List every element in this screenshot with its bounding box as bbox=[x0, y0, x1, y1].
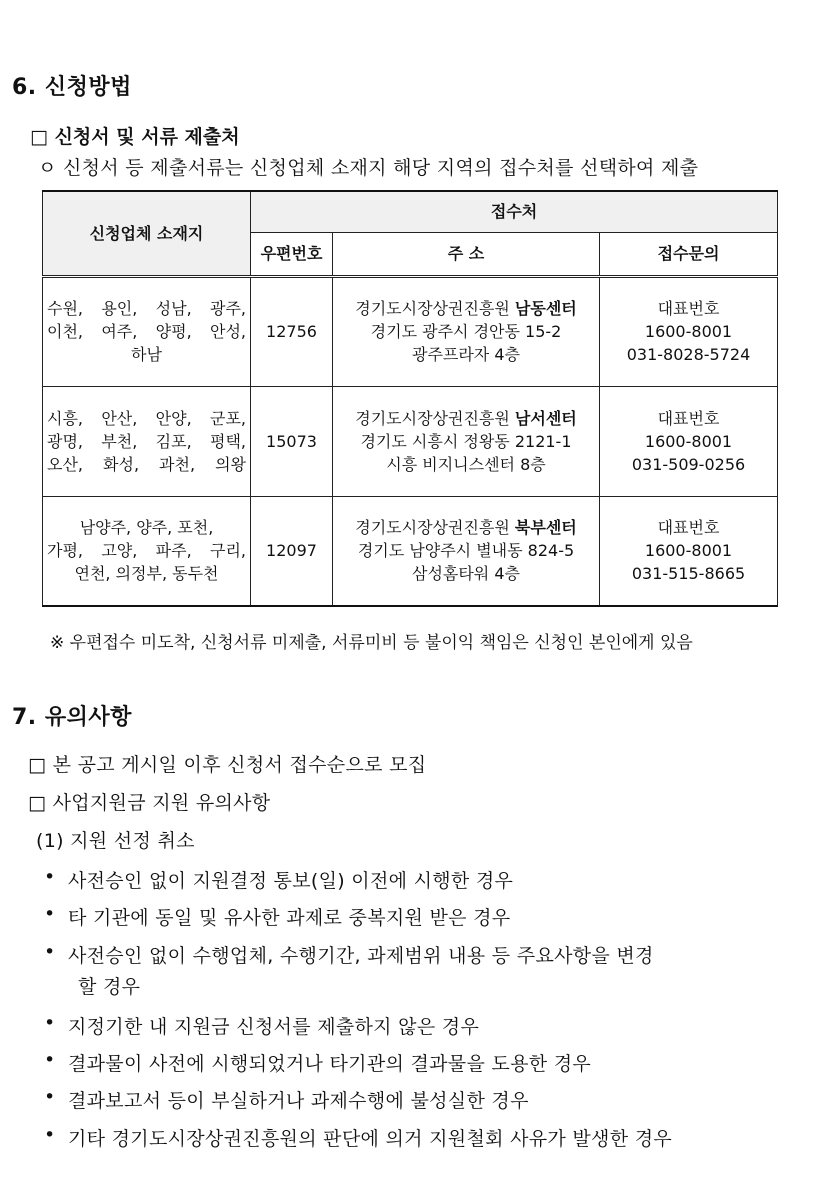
section-6-title: 6. 신청방법 bbox=[12, 75, 132, 100]
notice-item-1: □ 본 공고 게시일 이후 신청서 접수순으로 모집 bbox=[28, 754, 427, 776]
bullet-icon: • bbox=[44, 1012, 56, 1034]
header-reception: 접수처 bbox=[251, 191, 778, 232]
header-location: 신청업체 소재지 bbox=[43, 191, 251, 276]
postal-cell: 15073 bbox=[251, 386, 333, 496]
region-cell: 남양주, 양주, 포천, 가평, 고양, 파주, 구리, 연천, 의정부, 동두천 bbox=[43, 496, 251, 606]
bullet-icon: • bbox=[44, 903, 56, 925]
region-cell: 시흥, 안산, 안양, 군포, 광명, 부천, 김포, 평택, 오산, 화성, 과천, 의왕 bbox=[43, 386, 251, 496]
header-address: 주 소 bbox=[333, 232, 600, 276]
address-cell: 경기도시장상권진흥원 북부센터 경기도 남양주시 별내동 824-5 삼성홈타워 4층 bbox=[333, 496, 600, 606]
address-cell: 경기도시장상권진흥원 남동센터 경기도 광주시 경안동 15-2 광주프라자 4층 bbox=[333, 276, 600, 386]
bullet-icon: • bbox=[44, 1124, 56, 1146]
submission-description: ㅇ 신청서 등 제출서류는 신청업체 소재지 해당 지역의 접수처를 선택하여 제출 bbox=[38, 157, 699, 179]
bullet-icon: • bbox=[44, 941, 56, 963]
section-7-title: 7. 유의사항 bbox=[12, 705, 132, 730]
notice-subheading: (1) 지원 선정 취소 bbox=[36, 830, 195, 852]
reception-table bbox=[42, 190, 778, 607]
notice-item-2: □ 사업지원금 지원 유의사항 bbox=[28, 792, 271, 814]
postal-cell: 12756 bbox=[251, 276, 333, 386]
bullet-icon: • bbox=[44, 1086, 56, 1108]
table-row bbox=[43, 276, 778, 386]
header-postal: 우편번호 bbox=[251, 232, 333, 276]
table-row bbox=[43, 496, 778, 606]
submission-subheading: □ 신청서 및 서류 제출처 bbox=[30, 126, 240, 148]
table-row bbox=[43, 386, 778, 496]
inquiry-cell: 대표번호 1600-8001 031-515-8665 bbox=[600, 496, 778, 606]
inquiry-cell: 대표번호 1600-8001 031-509-0256 bbox=[600, 386, 778, 496]
inquiry-cell: 대표번호 1600-8001 031-8028-5724 bbox=[600, 276, 778, 386]
bullet-icon: • bbox=[44, 1049, 56, 1071]
header-inquiry: 접수문의 bbox=[600, 232, 778, 276]
address-cell: 경기도시장상권진흥원 남서센터 경기도 시흥시 정왕동 2121-1 시흥 비지니스센터 8층 bbox=[333, 386, 600, 496]
region-cell: 수원, 용인, 성남, 광주, 이천, 여주, 양평, 안성, 하남 bbox=[43, 276, 251, 386]
postal-cell: 12097 bbox=[251, 496, 333, 606]
bullet-icon: • bbox=[44, 866, 56, 888]
submission-note: ※ 우편접수 미도착, 신청서류 미제출, 서류미비 등 불이익 책임은 신청인 본인에게 있음 bbox=[50, 633, 693, 653]
